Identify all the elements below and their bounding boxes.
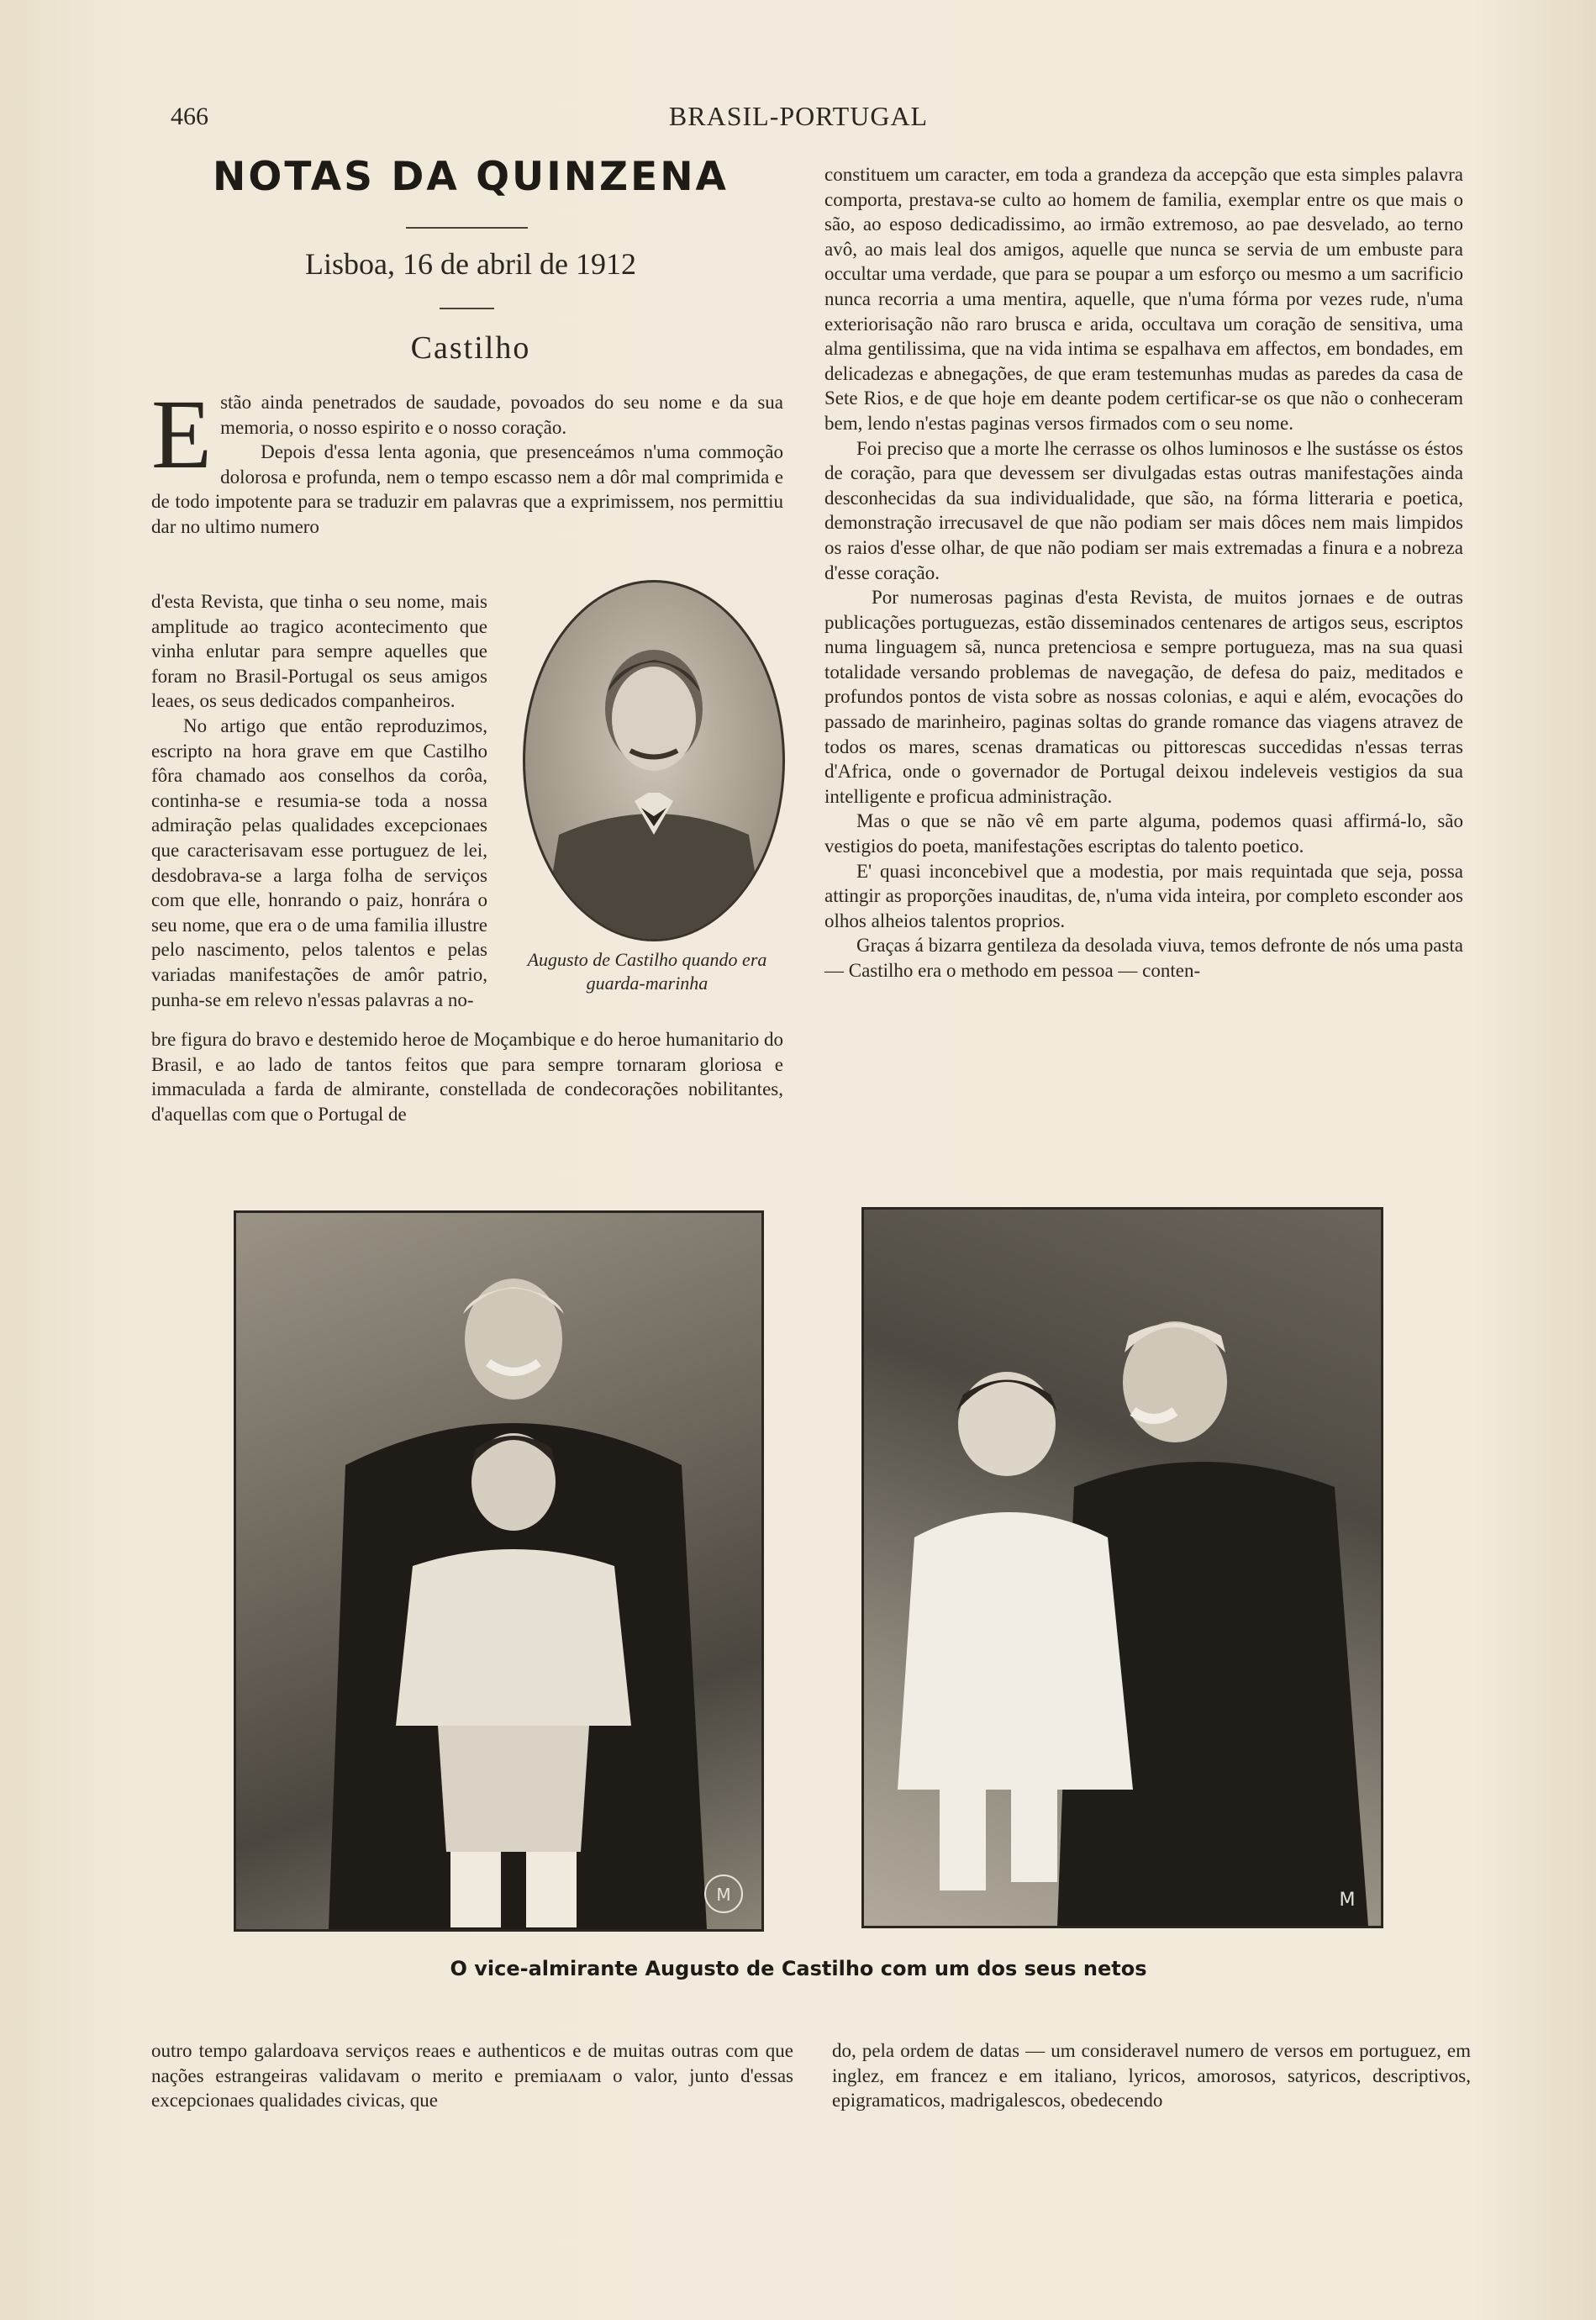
portrait-caption: Augusto de Castilho quando era guarda-marinha [527,949,767,994]
para-5: bre figura do bravo e destemido heroe de Moçambique e do heroe humanitario do Brasil, e ao lado de tantos feitos que para sempre tornaram gloriosa e immaculada a farda de almirante, constellada de condecorações nobilitantes, d'aquellas com que o Portugal de [151,1029,783,1125]
left-column-bottom [151,1027,783,1126]
photo-figure-icon-2 [864,1210,1381,1926]
b-para-2: do, pela ordem de datas — um consideravel numero de versos em portuguez, em inglez, em francez e em italiano, lyricos, amorosos, satyricos, descriptivos, epigramaticos, madrigalescos, obedecendo [832,2040,1471,2112]
dateline: Lisboa, 16 de abril de 1912 [305,247,636,281]
left-column-narrow [151,589,487,1012]
rule-mid [440,308,494,309]
left-column-top [151,379,783,540]
b-para-1: outro tempo galardoava serviços reaes e authenticos e de muitas outras com que nações estrangeiras validavam o merito e premiaʌam o valor, junto d'essas excepcionaes qualidades civicas, que [151,2040,793,2112]
r-para-4: Mas o que se não vê em parte alguma, podemos quasi affirmá-lo, são vestigios do poeta, manifestações escriptas do talento poetico. [824,810,1463,857]
monogram-right: M [1339,1890,1356,1911]
rule-top [406,227,528,229]
r-para-3: Por numerosas paginas d'esta Revista, de muitos jornaes e de outras publicações portuguezas, estão disseminados centenares de artigos seus, escriptos numa linguagem sã, nunca pretenciosa e sempre portugueza, mas na sua quasi totalidade versando problemas de navegação, de defesa do paiz, meditados e profundos pontos de vista sobre as nossas colonias, e aqui e além, evocações do passado de marinheiro, paginas soltas do grande romance das viagens atravez de todos os mares, scenas dramaticas ou pittorescas succedidas n'essas terras d'Africa, onde o governador de Portugal deixou indeleveis vestigios da sua intelligente e proficua administração. [824,587,1463,807]
running-title: BRASIL-PORTUGAL [668,101,929,131]
r-para-1: constituem um caracter, em toda a grandeza da accepção que esta simples palavra comporta, prestava-se culto ao homem de familia, exemplar entre os que mais o são, ao esposo dedicadissimo, ao irmão extremoso, ao pae desvelado, ao terno avô, ao mais leal dos amigos, aquelle que nunca se servia de um embuste para occultar uma verdade, que para se poupar a um esforço ou mesmo a um sacrificio nunca recorria a uma mentira, aquelle, que n'uma fórma por vezes rude, n'uma exteriorisação não raro brusca e arida, occultava um coração de sensitiva, uma alma gentilissima, que na vida intima se espalhava em affectos, em bondades, em delicadezas e abnegações, de que eram testemunhas mudas as paredes da casa de Sete Rios, e de que hoje em deante podem certificar-se os que não o conheceram bem, lendo n'estas paginas versos firmados com o seu nome. [824,164,1463,434]
bottom-left-column [151,2038,793,2113]
photo-grandfather-granddaughter [861,1207,1383,1928]
r-para-5: E' quasi inconcebivel que a modestia, por mais requintada que seja, possa attingir as proporções inauditas, de, n'uma vida inteira, por completo esconder aos olhos alheios talentos proprios. [824,860,1463,931]
para-4: No artigo que então reproduzimos, escripto na hora grave em que Castilho fôra chamado aos conselhos da corôa, continha-se e resumia-se toda a nossa admiração pelas qualidades excepcionaes que caracterisavam esse portuguez de lei, desdobrava-se a larga folha de serviços com que elle, honrando o paiz, honrára o seu nome, que era o de uma familia illustre pelo nascimento, pelos talentos e pelas variadas manifestações de amôr patrio, punha-se em relevo n'essas palavras a no- [151,714,487,1010]
para-3: d'esta Revista, que tinha o seu nome, mais amplitude ao tragico acontecimento que vinha enlutar para sempre aquelles que foram no Brasil-Portugal os seus amigos leaes, os seus dedicados companheiros. [151,591,487,712]
para-1: stão ainda penetrados de saudade, povoados do seu nome e da sua memoria, o nosso espirito e o nosso coração. [220,392,783,438]
section-title: Castilho [410,330,531,366]
headline: NOTAS DA QUINZENA [213,154,729,200]
r-para-6: Graças á bizarra gentileza da desolada viuva, temos defronte de nós uma pasta — Castilho era o methodo em pessoa — conten- [824,935,1463,981]
drop-cap: E [151,379,213,489]
page-number: 466 [171,103,208,130]
right-column [824,162,1463,983]
bottom-right-column [832,2038,1471,2113]
r-para-2: Foi preciso que a morte lhe cerrasse os olhos luminosos e lhe sustásse os éstos de coração, para que devessem ser divulgadas estas outras manifestações ainda desconhecidas da sua individualidade, que são, na fórma litteraria e poetica, demonstração irrecusavel de que não podiam ser mais dôces nem mais limpidos os raios d'esse olhar, de que não podiam ser mais extremadas a finura e a nobreza d'esse coração. [824,437,1463,583]
monogram-left: M [716,1885,731,1905]
para-2: Depois d'essa lenta agonia, que presenceámos n'uma commoção dolorosa e profunda, nem o tempo escasso nem a dôr mal comprimida e de todo impotente para se traduzir em palavras que a exprimissem, nos permittiu dar no ultimo numero [151,441,783,537]
photo-grandfather-grandson [234,1210,764,1932]
portrait-figure-icon [525,583,782,939]
portrait-oval [523,580,785,941]
photo-figure-icon [236,1213,761,1929]
photo-caption: O vice-almirante Augusto de Castilho com um dos seus netos [450,1957,1147,1980]
